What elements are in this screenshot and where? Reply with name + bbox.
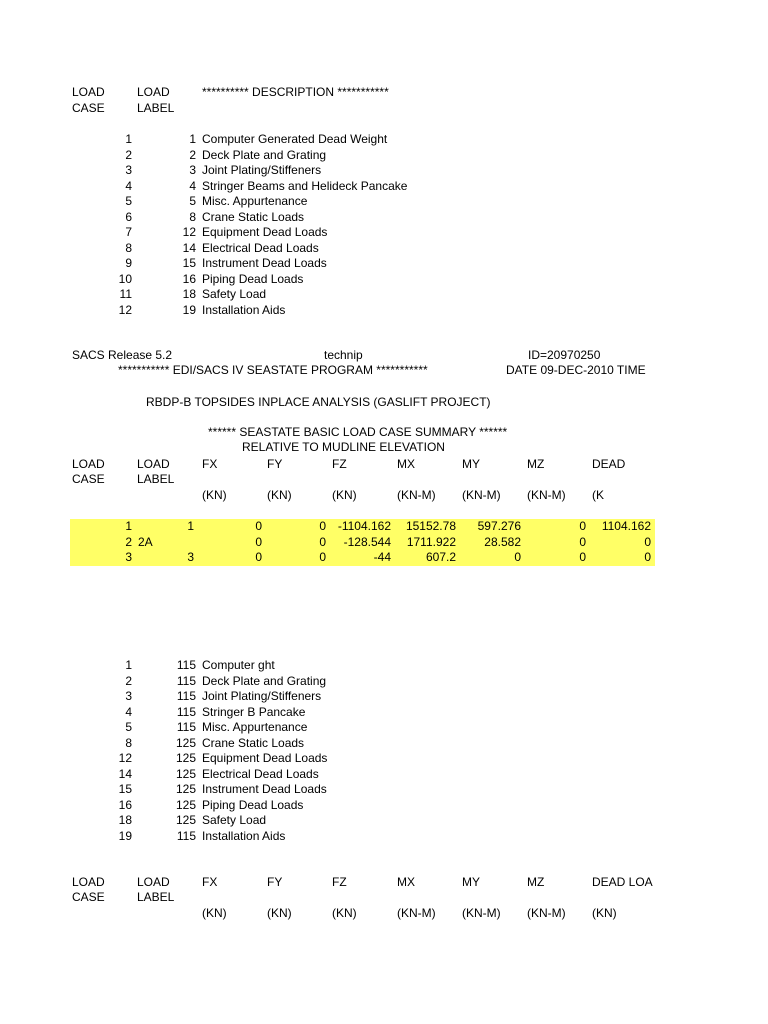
table-cell: 607.2 (425, 550, 456, 564)
unit-label: (KN-M) (462, 488, 501, 502)
table-cell: 0 (319, 550, 326, 564)
load-label: 12 (182, 225, 196, 239)
load-case-number: 18 (118, 813, 132, 827)
table-cell: -128.544 (343, 534, 391, 549)
column-header: MY (462, 875, 480, 889)
column-header: MX (397, 875, 415, 889)
unit-label: (KN-M) (397, 906, 436, 920)
column-header: FX (202, 457, 218, 471)
load-case-number: 1 (125, 658, 132, 672)
load-description: Misc. Appurtenance (202, 194, 308, 208)
column-header: LOAD (137, 875, 170, 889)
load-label: 15 (182, 256, 196, 270)
load-label: 3 (189, 163, 196, 177)
load-label: 125 (175, 766, 196, 781)
load-description: Instrument Dead Loads (202, 782, 327, 796)
column-header: CASE (72, 890, 105, 904)
load-case-number: 16 (118, 797, 132, 812)
load-label: 125 (175, 813, 196, 827)
load-label: 2 (189, 147, 196, 162)
load-case-number: 3 (125, 163, 132, 177)
table-cell: 3 (125, 550, 132, 564)
load-description: Joint Plating/Stiffeners (202, 689, 322, 703)
load-description: Electrical Dead Loads (202, 766, 319, 781)
load-case-number: 2 (125, 673, 132, 688)
load-case-number: 11 (119, 287, 132, 301)
header-label: LABEL (137, 101, 175, 115)
column-header: FZ (332, 457, 347, 471)
table-cell: 0 (255, 534, 262, 549)
table-cell: 0 (319, 534, 326, 549)
load-description: Installation Aids (202, 828, 286, 843)
load-label: 125 (175, 782, 196, 796)
column-header: LABEL (137, 472, 175, 486)
unit-label: (KN) (592, 906, 617, 920)
unit-label: (KN) (202, 488, 227, 502)
load-description: Piping Dead Loads (202, 797, 304, 812)
table-cell: 0 (644, 534, 651, 549)
load-case-number: 8 (125, 735, 132, 750)
column-header: FY (267, 875, 283, 889)
column-header: DEAD (592, 457, 626, 471)
unit-label: (KN-M) (462, 906, 501, 920)
load-description: Installation Aids (202, 302, 286, 317)
column-header: FX (202, 875, 218, 889)
load-description: Joint Plating/Stiffeners (202, 163, 322, 177)
load-label: 14 (182, 240, 196, 255)
table-cell: -44 (373, 550, 391, 564)
load-label: 125 (175, 751, 196, 765)
unit-label: (KN-M) (527, 488, 566, 502)
load-label: 5 (189, 194, 196, 208)
column-header: CASE (72, 472, 105, 486)
table-cell: 0 (319, 519, 326, 533)
load-case-number: 5 (125, 720, 132, 734)
unit-label: (KN) (267, 906, 292, 920)
load-case-number: 9 (125, 256, 132, 270)
load-case-number: 6 (125, 209, 132, 224)
column-header: MZ (527, 875, 545, 889)
load-description: Deck Plate and Grating (202, 147, 327, 162)
load-description: Stringer B Pancake (202, 704, 306, 719)
load-description: Misc. Appurtenance (202, 720, 308, 734)
load-case-number: 2 (125, 147, 132, 162)
column-header: FY (267, 457, 283, 471)
release-text: SACS Release 5.2 (72, 348, 173, 362)
load-label: 18 (182, 287, 196, 301)
column-header: MZ (527, 457, 545, 471)
load-label: 115 (176, 720, 196, 734)
load-label: 115 (176, 689, 196, 703)
column-header: LOAD (72, 457, 105, 471)
table-cell: 0 (644, 550, 651, 564)
summary-subtitle: RELATIVE TO MUDLINE ELEVATION (242, 440, 445, 454)
load-case-number: 15 (118, 782, 132, 796)
unit-label: (KN) (267, 488, 292, 502)
column-header: FZ (332, 875, 347, 889)
load-description: Piping Dead Loads (202, 271, 304, 286)
load-description: Crane Static Loads (202, 209, 305, 224)
table-cell: 0 (255, 519, 262, 533)
load-case-number: 7 (125, 225, 132, 239)
load-case-number: 8 (125, 240, 132, 255)
load-description: Deck Plate and Grating (202, 673, 327, 688)
load-case-number: 12 (118, 302, 132, 317)
load-label: 125 (175, 797, 196, 812)
load-description: Crane Static Loads (202, 735, 305, 750)
load-case-number: 10 (118, 271, 132, 286)
column-header: MX (397, 457, 415, 471)
load-description: Safety Load (202, 287, 267, 301)
load-case-number: 3 (125, 689, 132, 703)
column-header: DEAD LOA (592, 875, 653, 889)
load-label: 125 (175, 735, 196, 750)
load-label: 16 (182, 271, 196, 286)
unit-label: (KN) (202, 906, 227, 920)
load-label: 115 (176, 828, 196, 843)
summary-title: ****** SEASTATE BASIC LOAD CASE SUMMARY ****** (208, 425, 508, 439)
load-description: Instrument Dead Loads (202, 256, 327, 270)
table-cell: 0 (514, 550, 521, 564)
table-cell: 0 (579, 519, 586, 533)
load-case-number: 14 (118, 766, 132, 781)
header-case: CASE (72, 101, 105, 115)
load-description: Computer Generated Dead Weight (202, 132, 388, 146)
load-case-number: 1 (125, 132, 132, 146)
table-cell: 0 (579, 550, 586, 564)
table-cell: 0 (255, 550, 262, 564)
load-label: 115 (176, 704, 196, 719)
unit-label: (KN-M) (527, 906, 566, 920)
load-description: Stringer Beams and Helideck Pancake (202, 178, 408, 193)
company-text: technip (324, 348, 363, 362)
load-description: Equipment Dead Loads (202, 225, 328, 239)
load-case-number: 5 (125, 194, 132, 208)
column-header: LOAD (137, 457, 170, 471)
table-cell: -1104.162 (337, 519, 391, 533)
table-cell: 28.582 (484, 534, 521, 549)
load-label: 115 (176, 658, 196, 672)
load-label: 1 (189, 132, 196, 146)
load-label: 4 (189, 178, 196, 193)
table-cell: 1 (187, 519, 194, 533)
table-cell: 3 (187, 550, 194, 564)
table-cell: 0 (579, 534, 586, 549)
column-header: LABEL (137, 890, 175, 904)
table-cell: 1 (125, 519, 132, 533)
load-label: 19 (182, 302, 196, 317)
unit-label: (KN-M) (397, 488, 436, 502)
date-text: DATE 09-DEC-2010 TIME (506, 363, 646, 377)
load-description: Computer ght (202, 658, 275, 672)
column-header: LOAD (72, 875, 105, 889)
unit-label: (KN) (332, 906, 357, 920)
table-cell: 2A (138, 534, 153, 549)
header-load: LOAD (72, 85, 105, 99)
load-label: 115 (176, 673, 196, 688)
table-cell: 15152.78 (405, 519, 456, 533)
load-case-number: 12 (118, 751, 132, 765)
program-title: *********** EDI/SACS IV SEASTATE PROGRAM *********** (118, 363, 428, 377)
id-text: ID=20970250 (528, 348, 601, 362)
table-cell: 1711.922 (406, 534, 456, 549)
unit-label: (K (592, 488, 604, 502)
table-cell: 2 (125, 534, 132, 549)
load-description: Equipment Dead Loads (202, 751, 328, 765)
column-header: MY (462, 457, 480, 471)
table-cell: 1104.162 (601, 519, 651, 533)
header-load-2: LOAD (137, 85, 170, 99)
load-case-number: 4 (125, 704, 132, 719)
load-case-number: 19 (118, 828, 132, 843)
header-description: ********** DESCRIPTION *********** (202, 85, 389, 99)
table-cell: 597.276 (477, 519, 521, 533)
load-label: 8 (189, 209, 196, 224)
project-title: RBDP-B TOPSIDES INPLACE ANALYSIS (GASLIFT PROJECT) (146, 395, 491, 409)
load-description: Electrical Dead Loads (202, 240, 319, 255)
unit-label: (KN) (332, 488, 357, 502)
load-case-number: 4 (125, 178, 132, 193)
load-description: Safety Load (202, 813, 267, 827)
